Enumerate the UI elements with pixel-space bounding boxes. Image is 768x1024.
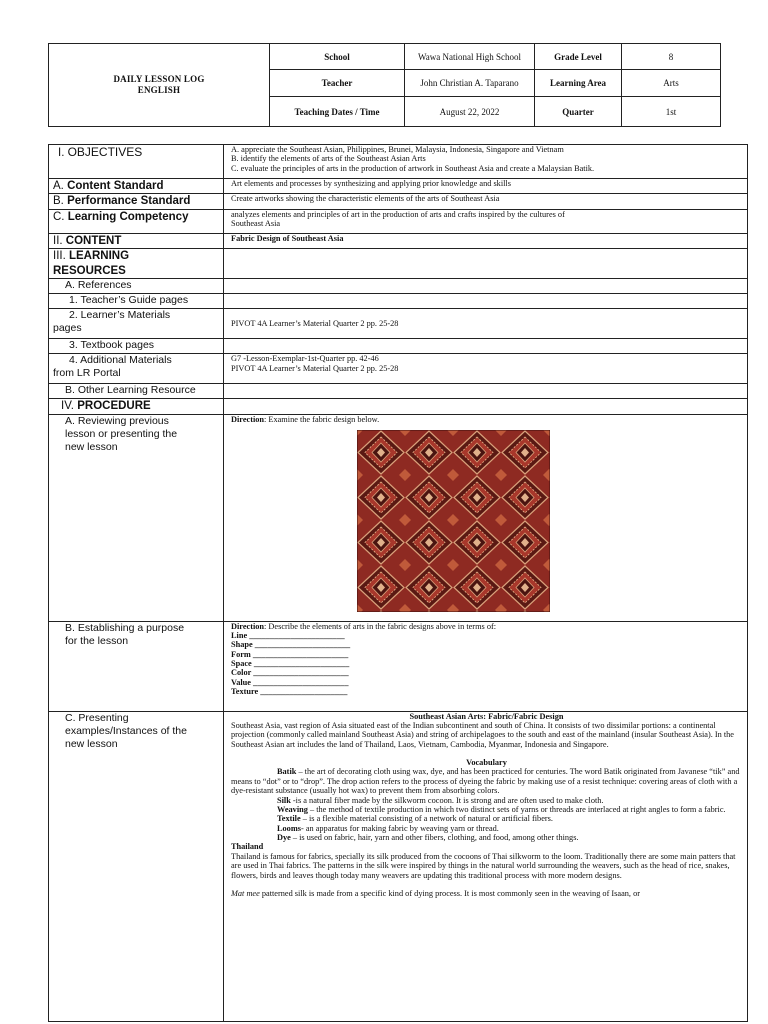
thailand-heading: Thailand [231, 842, 264, 852]
content-num: II. [53, 234, 63, 247]
weaving-term: Weaving [277, 804, 308, 814]
element-form: Form _______________________ [231, 649, 349, 659]
matmee-text: patterned silk is made from a specific kind of dying process. It is most commonly seen in the weaving of Isaan, or [259, 888, 640, 898]
direction-text: : Examine the fabric design below. [264, 414, 380, 424]
learners-materials-cell [49, 309, 224, 339]
dates-label: Teaching Dates / Time [270, 97, 405, 127]
content-standard-label: Content Standard [67, 180, 164, 192]
performance-standard-value: Create artworks showing the characteristic elements of the arts of Southeast Asia [224, 194, 748, 209]
procedure-c-cell [49, 711, 224, 1021]
vocabulary-heading: Vocabulary [466, 758, 507, 767]
additional-materials-label-2: from LR Portal [53, 367, 121, 380]
procedure-a-cell [49, 414, 224, 621]
teacher-label: Teacher [270, 70, 405, 97]
learning-competency-label: Learning Competency [67, 210, 189, 223]
content-standard-num: A. [53, 180, 64, 192]
teacher-value: John Christian A. Taparano [405, 70, 535, 97]
learners-materials-label-1: 2. Learner’s Materials [69, 309, 171, 322]
procedure-a-label-2: lesson or presenting the [65, 427, 178, 440]
textbook-pages-label: 3. Textbook pages [69, 339, 155, 352]
learning-resources-label-2: RESOURCES [53, 264, 126, 277]
textbook-pages-value [224, 339, 748, 354]
procedure-value [224, 399, 748, 414]
performance-standard-label-cell [49, 194, 224, 209]
matmee-term: Mat mee [231, 888, 260, 898]
references-cell [49, 279, 224, 294]
silk-term: Silk [277, 795, 291, 805]
learning-resources-num: III. [53, 250, 66, 263]
procedure-a-direction [231, 415, 742, 424]
weaving-def: – the method of textile production in which two distinct sets of yarns or threads are interlaced at right angles to form a fabric. [307, 804, 726, 814]
procedure-c-label-3: new lesson [65, 737, 118, 750]
objectives-cell [49, 145, 224, 179]
direction-label: Direction [231, 414, 265, 424]
direction-b-label: Direction [231, 621, 265, 631]
procedure-num: IV. [61, 400, 75, 413]
learning-competency-line2: Southeast Asia [231, 219, 281, 229]
learning-competency-line1: analyzes elements and principles of art in the production of arts and crafts inspired by the cultures of [231, 209, 565, 219]
procedure-c-content [224, 711, 748, 1021]
lesson-heading: Southeast Asian Arts: Fabric/Fabric Design [409, 711, 564, 721]
area-value: Arts [622, 70, 721, 97]
objective-a: A. appreciate the Southeast Asian, Philippines, Brunei, Malaysia, Indonesia, Singapore and Vietnam [231, 145, 564, 154]
content-value: Fabric Design of Southeast Asia [224, 233, 748, 248]
element-shape: Shape _______________________ [231, 640, 351, 650]
procedure-b-direction [231, 622, 742, 631]
learners-materials-value: PIVOT 4A Learner’s Material Quarter 2 pp. 25-28 [224, 309, 748, 339]
vocab-silk [231, 796, 742, 805]
dye-term: Dye [277, 833, 291, 842]
procedure-b-cell [49, 621, 224, 711]
silk-def: -is a natural fiber made by the silkworm cocoon. It is strong and are often used to make cloth. [290, 795, 604, 805]
quarter-value: 1st [622, 97, 721, 127]
textile-term: Textile [277, 814, 301, 824]
procedure-label: PROCEDURE [77, 400, 151, 413]
procedure-c-label-2: examples/Instances of the [65, 724, 187, 737]
textile-def: – is a flexible material consisting of a network of natural or artificial fibers. [300, 814, 553, 824]
learning-competency-label-cell [49, 209, 224, 233]
content-label: CONTENT [65, 234, 122, 247]
element-space: Space _______________________ [231, 659, 350, 668]
objective-b: B. identify the elements of arts of the Southeast Asian Arts [231, 154, 426, 164]
school-value: Wawa National High School [405, 44, 535, 70]
log-title: DAILY LESSON LOG [113, 74, 205, 85]
learning-resources-value [224, 249, 748, 279]
quarter-label: Quarter [535, 97, 622, 127]
element-value: Value _______________________ [231, 677, 349, 687]
lesson-table [48, 144, 748, 1022]
lesson-intro: Southeast Asia, vast region of Asia situated east of the Indian subcontinent and south of China. It consists of two dissimilar portions: a continental projection (commonly called mainland Southeast Asia) and string of archipelagoes to the south and east of the mainland (insular Southeast Asia). In the Southeast Asian art includes the land of Thailand, Laos, Vietnam, Cambodia, Myanmar, Indonesia and Singapore. [231, 720, 734, 749]
element-color: Color _______________________ [231, 668, 349, 678]
learning-resources-label-1: LEARNING [68, 250, 130, 263]
other-resources-value [224, 384, 748, 399]
procedure-a-label-1: A. Reviewing previous [65, 414, 169, 427]
area-label: Learning Area [535, 70, 622, 97]
thailand-text: Thailand is famous for fabrics, specially its silk produced from the cocoons of Thai silkworm to the loom. Traditionally there are some main patters that are used in Thai fabrics. The patterns in the silk were inspired by things in the natural world surrounding the weavers, such as the head of rice, snakes, flowers, birds and leaves though today many weavers are updating this traditional process with more modern designs. [231, 851, 736, 880]
learners-materials-label-2: pages [53, 322, 82, 335]
other-resources-label: B. Other Learning Resource [65, 384, 196, 397]
matmee-paragraph [231, 889, 742, 898]
content-label-cell [49, 233, 224, 248]
looms-def: - an apparatus for making fabric by weaving yarn or thread. [300, 823, 499, 833]
performance-standard-label: Performance Standard [67, 195, 191, 208]
learning-competency-num: C. [53, 210, 65, 223]
dates-value: August 22, 2022 [405, 97, 535, 127]
additional-materials-line1: G7 -Lesson-Exemplar-1st-Quarter pp. 42-46 [231, 354, 379, 364]
teachers-guide-label: 1. Teacher’s Guide pages [69, 294, 189, 307]
grade-label: Grade Level [535, 44, 622, 70]
objectives-label: OBJECTIVES [67, 145, 143, 159]
procedure-c-label-1: C. Presenting [65, 711, 129, 724]
procedure-b-label-1: B. Establishing a purpose [65, 621, 185, 634]
batik-term: Batik [277, 767, 297, 777]
batik-def: – the art of decorating cloth using wax, dye, and has been practiced for centuries. The word Batik originated from Javanese “tik” and means to “dot” or to “drop”. The drop action refers to the process of dyeing the fabric by making use of a resist technique: covering areas of cloth with a dye-resistant substance (usually hot wax) to prevent them from absorbing colors. [231, 767, 740, 796]
dye-def: – is used on fabric, hair, yarn and other fibers, clothing, and food, among other things. [290, 833, 579, 842]
element-line: Line _______________________ [231, 630, 345, 640]
performance-standard-num: B. [53, 195, 64, 208]
procedure-label-cell [49, 399, 224, 414]
vocab-batik [231, 767, 742, 795]
objectives-num: I. [58, 147, 65, 159]
references-value [224, 279, 748, 294]
element-texture: Texture _____________________ [231, 687, 348, 697]
additional-materials-label-1: 4. Additional Materials [69, 354, 172, 367]
learning-competency-value [224, 209, 748, 233]
objectives-value [224, 145, 748, 179]
log-title-cell [49, 44, 270, 127]
teachers-guide-cell [49, 294, 224, 309]
textbook-pages-cell [49, 339, 224, 354]
looms-term: Looms [277, 823, 301, 833]
vocab-weaving [231, 805, 742, 814]
procedure-b-content [224, 621, 748, 711]
fabric-design-image [357, 430, 550, 612]
other-resources-cell [49, 384, 224, 399]
additional-materials-value [224, 354, 748, 384]
vocab-dye [231, 833, 742, 842]
school-label: School [270, 44, 405, 70]
additional-materials-line2: PIVOT 4A Learner’s Material Quarter 2 pp. 25-28 [231, 363, 399, 373]
references-label: A. References [65, 279, 132, 292]
content-standard-label-cell [49, 179, 224, 194]
procedure-a-content [224, 414, 748, 621]
procedure-a-label-3: new lesson [65, 440, 118, 453]
vocab-textile [231, 814, 742, 823]
procedure-b-label-2: for the lesson [65, 634, 129, 647]
log-subject: ENGLISH [137, 85, 181, 95]
vocab-looms [231, 824, 742, 833]
additional-materials-cell [49, 354, 224, 384]
grade-value: 8 [622, 44, 721, 70]
teachers-guide-value [224, 294, 748, 309]
direction-b-text: : Describe the elements of arts in the fabric designs above in terms of: [264, 621, 497, 631]
objective-c: C. evaluate the principles of arts in the production of artwork in Southeast Asia and create a Malaysian Batik. [231, 163, 595, 173]
content-standard-value: Art elements and processes by synthesizing and applying prior knowledge and skills [224, 179, 748, 194]
learning-resources-label-cell [49, 249, 224, 279]
header-table [48, 43, 721, 127]
